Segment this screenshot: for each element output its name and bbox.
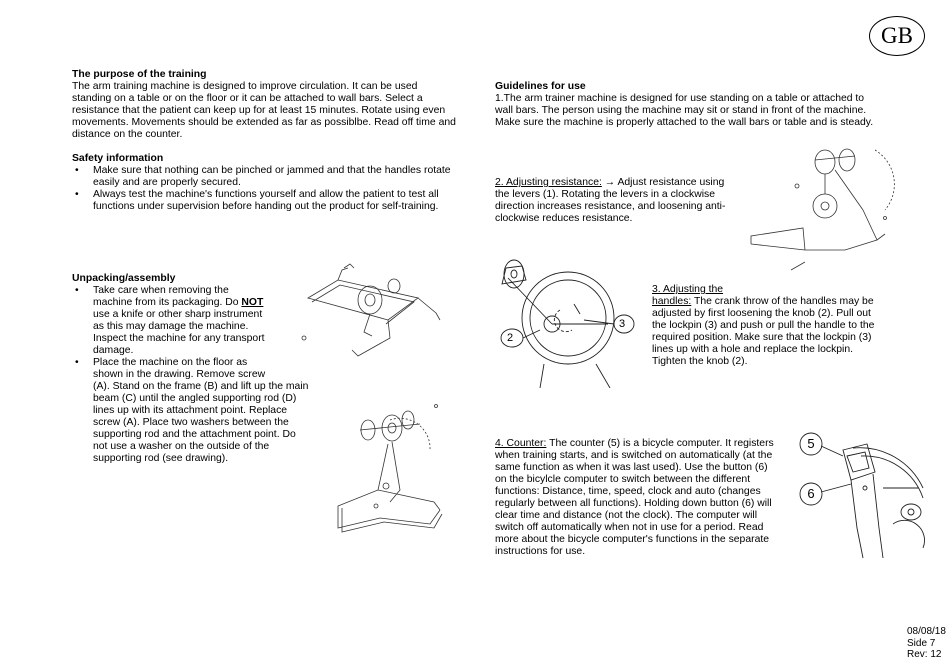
handles-line: required position. Make sure that the lockpin (3) xyxy=(652,332,872,343)
handles-line: the lockpin (3) and push or pull the handle to the xyxy=(652,320,875,331)
knob-label: 2 xyxy=(507,332,514,344)
button-label: 6 xyxy=(807,486,815,501)
handles-title-2: handles: xyxy=(652,296,692,307)
bullet: • xyxy=(75,189,79,200)
safety-item xyxy=(72,189,462,213)
handles-illustration xyxy=(500,244,640,388)
footer-page: Side 7 xyxy=(907,637,936,649)
page-footer xyxy=(907,626,946,661)
safety-item xyxy=(72,165,462,189)
safety-section xyxy=(72,153,462,213)
counter-line: instructions for use. xyxy=(495,546,586,557)
purpose-line: standing on a table or on the floor or it can be attached to wall bars. Select a xyxy=(72,93,423,104)
footer-revision: Rev: 12 xyxy=(907,649,942,660)
handles-title-tail: The crank throw of the handles may be xyxy=(691,296,874,307)
counter-line: switch off automatically when not in use for a period. Read xyxy=(495,522,764,533)
unpacking-line: screw (A). Place two washers between the xyxy=(93,417,289,428)
unpacking-line: damage. xyxy=(93,345,134,356)
purpose-section xyxy=(72,69,462,141)
bullet: • xyxy=(75,285,79,296)
unpacking-line: (A). Stand on the frame (B) and lift up the main xyxy=(93,381,309,392)
bullet: • xyxy=(75,357,79,368)
unpacking-line: not use a washer on the outside of the xyxy=(93,441,270,452)
unpacking-item xyxy=(72,357,338,465)
handles-line: lines up with a hole and replace the lockpin. xyxy=(652,344,854,355)
resistance-line: direction increases resistance, and loosening anti- xyxy=(495,201,726,212)
safety-item-line: easily and are properly secured. xyxy=(93,177,241,188)
guidelines-heading: Guidelines for use xyxy=(495,81,586,92)
safety-item-line: Always test the machine's functions yourself and allow the patient to test all xyxy=(93,189,439,200)
assembled-machine-illustration xyxy=(330,390,460,538)
resistance-title: 2. Adjusting resistance: xyxy=(495,177,602,188)
resistance-line: the levers (1). Rotating the levers in a clockwise xyxy=(495,189,716,200)
unpacking-section xyxy=(72,273,322,465)
resistance-illustration xyxy=(745,140,895,278)
unpacking-line: as this may damage the machine. xyxy=(93,321,249,332)
handles-line: adjusted by first loosening the knob (2). Pull out xyxy=(652,308,871,319)
unpacking-heading: Unpacking/assembly xyxy=(72,273,176,284)
purpose-line: resistance that the patient can keep up for at least 15 minutes. Rotate using even xyxy=(72,105,446,116)
unpacking-line: supporting rod (see drawing). xyxy=(93,453,229,464)
folded-machine-illustration xyxy=(298,258,448,358)
unpacking-line: Inspect the machine for any transport xyxy=(93,333,265,344)
purpose-line: The arm training machine is designed to improve circulation. It can be used xyxy=(72,81,418,92)
handles-title-line xyxy=(652,296,882,308)
resistance-section xyxy=(495,177,735,225)
counter-line: clear time and distance (not the clock). The computer will xyxy=(495,510,757,521)
language-badge: GB xyxy=(869,16,925,56)
counter-line: on the bicylcle computer to switch between the different xyxy=(495,474,751,485)
footer-date: 08/08/18 xyxy=(907,626,946,637)
counter-line: same function as when it was last used). Use the button (6) xyxy=(495,462,768,473)
unpacking-line: shown in the drawing. Remove screw xyxy=(93,369,266,380)
counter-title-tail: The counter (5) is a bicycle computer. It registers xyxy=(546,438,774,449)
counter-title-line xyxy=(495,438,795,450)
resistance-line: clockwise reduces resistance. xyxy=(495,213,633,224)
counter-label: 5 xyxy=(807,436,815,451)
unpacking-line: Place the machine on the floor as xyxy=(93,357,248,368)
handles-section xyxy=(652,284,882,368)
counter-line: regularly between all functions). Holding down button (6) will xyxy=(495,498,772,509)
bullet: • xyxy=(75,165,79,176)
unpacking-line-text: machine from its packaging. Do xyxy=(93,297,242,308)
purpose-heading: The purpose of the training xyxy=(72,69,207,80)
counter-line: when training starts, and is switched on automatically (at the xyxy=(495,450,773,461)
guidelines-line: Make sure the machine is properly attached to the wall bars or table and is steady. xyxy=(495,117,874,128)
unpacking-line: use a knife or other sharp instrument xyxy=(93,309,263,320)
not-emphasis: NOT xyxy=(241,297,264,308)
counter-title: 4. Counter: xyxy=(495,438,547,449)
purpose-line: movements. Movements should be extended as far as possiblbe. Read off time and xyxy=(72,117,456,128)
purpose-line: distance on the counter. xyxy=(72,129,183,140)
safety-item-line: functions under supervision before handing out the product for self-training. xyxy=(93,201,439,212)
unpacking-line: Take care when removing the xyxy=(93,285,229,296)
unpacking-line: supporting rod and the attachment point. Do xyxy=(93,429,296,440)
counter-line: functions: Distance, time, speed, clock and auto (changes xyxy=(495,486,761,497)
handles-title: 3. Adjusting the xyxy=(652,284,724,295)
lockpin-label: 3 xyxy=(619,318,626,330)
guidelines-section xyxy=(495,81,895,129)
safety-item-line: Make sure that nothing can be pinched or jammed and that the handles rotate xyxy=(93,165,451,176)
unpacking-line: lines up with its attachment point. Replace xyxy=(93,405,288,416)
unpacking-item xyxy=(72,285,322,357)
counter-section xyxy=(495,438,795,558)
guidelines-line: 1.The arm trainer machine is designed for use standing on a table or attached to xyxy=(495,93,865,104)
resistance-title-tail: → Adjust resistance using xyxy=(601,177,725,188)
guidelines-line: wall bars. The person using the machine may sit or stand in front of the machine. xyxy=(495,105,867,116)
counter-line: more about the bicycle computer's functions in the separate xyxy=(495,534,770,545)
resistance-title-line xyxy=(495,177,735,189)
unpacking-line xyxy=(93,297,322,309)
safety-heading: Safety information xyxy=(72,153,164,164)
unpacking-line: beam (C) until the angled supporting rod (D) xyxy=(93,393,297,404)
handles-line: Tighten the knob (2). xyxy=(652,356,748,367)
